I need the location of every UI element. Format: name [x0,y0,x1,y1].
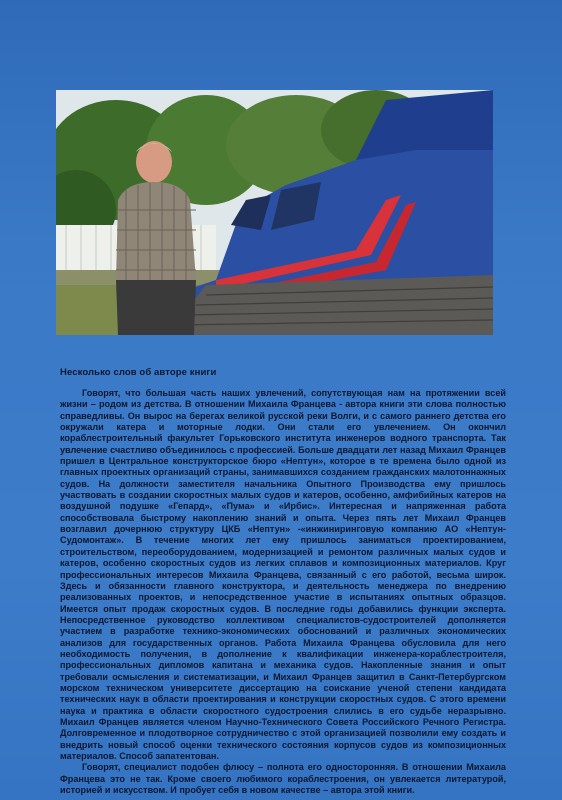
photo-caption: Несколько слов об авторе книги [60,367,217,378]
photo-illustration [56,90,493,335]
author-bio [60,388,506,796]
bio-paragraph-2: Говорят, специалист подобен флюсу – полнота его односторонняя. В отношении Михаила Францева это не так. Кроме своего любимого кораблестроения, он увлекается литературой, историей и искусством. И пробует себя в новом качестве – автора этой книги. [60,762,506,796]
bio-paragraph-1: Говорят, что большая часть наших увлечений, сопутствующая нам на протяжении всей жизни – родом из детства. В отношении Михаила Францева - автора книги эти слова полностью справедливы. Он вырос на берегах великой русской реки Волги, и с самого раннего детства его окружали катера и моторные лодки. Они стали его увлечением. Он окончил кораблестроительный факультет Горьковского института инженеров водного транспорта. Так увлечение счастливо объединилось с профессией. Больше двадцати лет назад Михаил Францев пришел в Центральное конструкторское бюро «Нептун», которое в те времена было одной из главных проектных организаций страны, занимавшихся созданием гражданских малотоннажных судов. На должности заместителя начальника Опытного Производства ему пришлось участвовать в создании скоростных малых судов и катеров, особенно, амфибийных катеров на воздушной подушке «Гепард», «Пума» и «Ирбис». Интересная и напряженная работа способствовала быстрому накоплению знаний и опыта. Через пять лет Михаил Францев возглавил дочернюю структуру ЦКБ «Нептун» -«инжиниринговую компанию АО «Нептун-Судомонтаж». В течение многих лет ему пришлось заниматься проектированием, строительством, переоборудованием, модернизацией и ремонтом различных малых судов и катеров, особенно скоростных судов из легких сплавов и композиционных материалов. Круг профессиональных интересов Михаила Францева, связанный с его работой, весьма широк. Здесь и обязанности главного конструктора, и деятельность менеджера по внедрению реализованных проектов, и непосредственное участие в испытаниях опытных образцов. Имеется опыт продаж скоростных судов. В последние годы добавились функции эксперта. Непосредственное руководство коллективом специалистов-судостроителей дополняется участием в разработке технико-экономических обоснований и различных экономических анализов для государственных органов. Работа Михаила Францева обусловила для него необходимость получения, в дополнение к квалификации инженера-кораблестроителя, профессиональных дипломов капитана и механика судов. Накопленные знания и опыт требовали осмысления и систематизации, и Михаил Францев защитил в Санкт-Петербургском морском техническом университете диссертацию на соискание ученой степени кандидата технических наук в области проектирования и конструкции скоростных судов. С этого времени наука и практика в области скоростного судостроения слились в его судьбе неразрывно. Михаил Францев является членом Научно-Технического Совета Российского Речного Регистра. Долговременное и плодотворное сотрудничество с этой организацией позволили ему создать и внедрить новый способ оценки технического состояния корпусов судов из композиционных материалов. Способ запатентован. [60,388,506,761]
author-photo [56,90,493,335]
